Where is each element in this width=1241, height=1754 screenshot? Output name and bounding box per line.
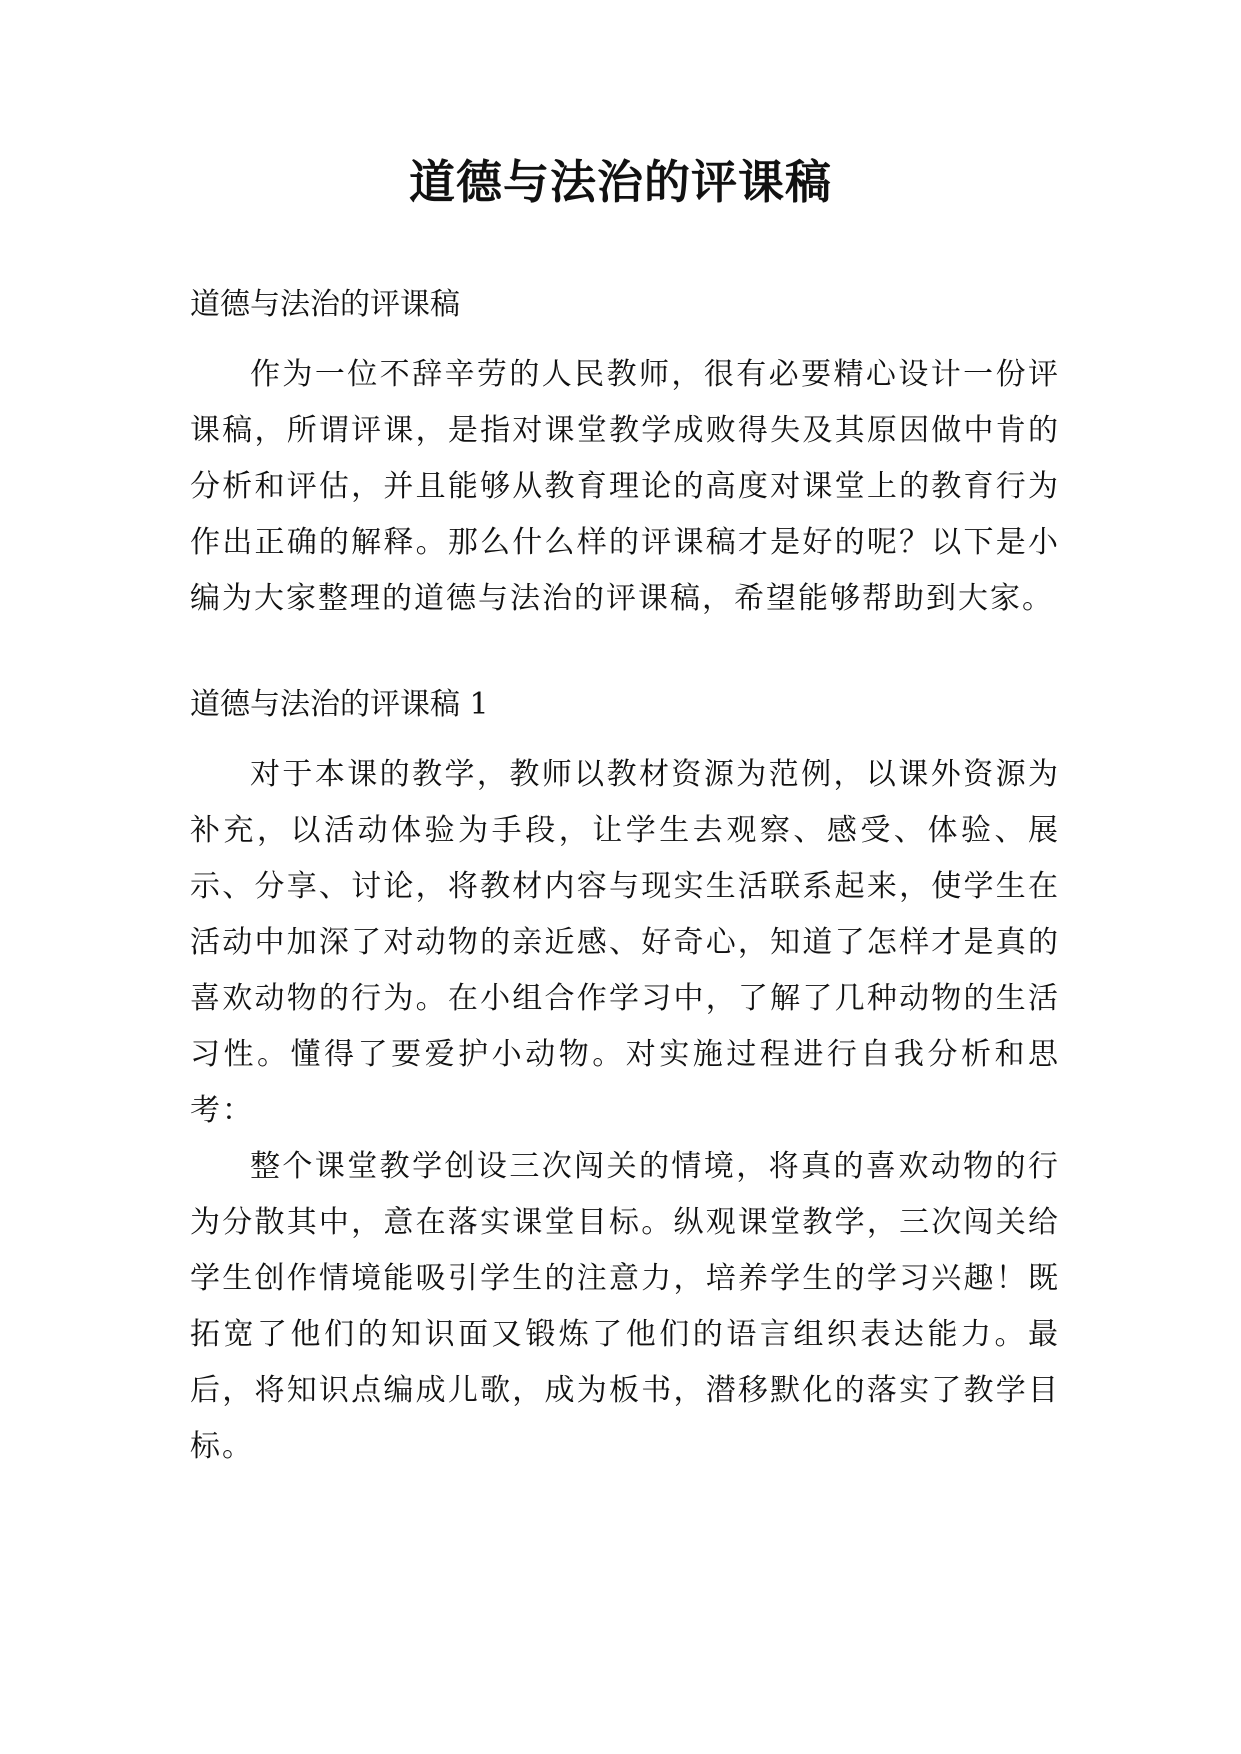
document-body — [190, 285, 1060, 1475]
intro-heading: 道德与法治的评课稿 — [190, 287, 460, 322]
section-1-paragraph-2: 整个课堂教学创设三次闯关的情境，将真的喜欢动物的行为分散其中，意在落实课堂目标。纵观课堂教学，三次闯关给学生创作情境能吸引学生的注意力，培养学生的学习兴趣！既拓宽了他们的知识面又锻炼了他们的语言组织表达能力。最后，将知识点编成儿歌，成为板书，潜移默化的落实了教学目标。 — [190, 1149, 1060, 1464]
intro-paragraph: 作为一位不辞辛劳的人民教师，很有必要精心设计一份评课稿，所谓评课，是指对课堂教学成败得失及其原因做中肯的分析和评估，并且能够从教育理论的高度对课堂上的教育行为作出正确的解释。那么什么样的评课稿才是好的呢？以下是小编为大家整理的道德与法治的评课稿，希望能够帮助到大家。 — [190, 357, 1060, 616]
section-1-heading: 道德与法治的评课稿 1 — [190, 687, 489, 722]
document-title: 道德与法治的评课稿 — [409, 155, 832, 209]
section-1-paragraph-1: 对于本课的教学，教师以教材资源为范例，以课外资源为补充，以活动体验为手段，让学生去观察、感受、体验、展示、分享、讨论，将教材内容与现实生活联系起来，使学生在活动中加深了对动物的亲近感、好奇心，知道了怎样才是真的喜欢动物的行为。在小组合作学习中，了解了几种动物的生活习性。懂得了要爱护小动物。对实施过程进行自我分析和思考： — [190, 757, 1060, 1128]
